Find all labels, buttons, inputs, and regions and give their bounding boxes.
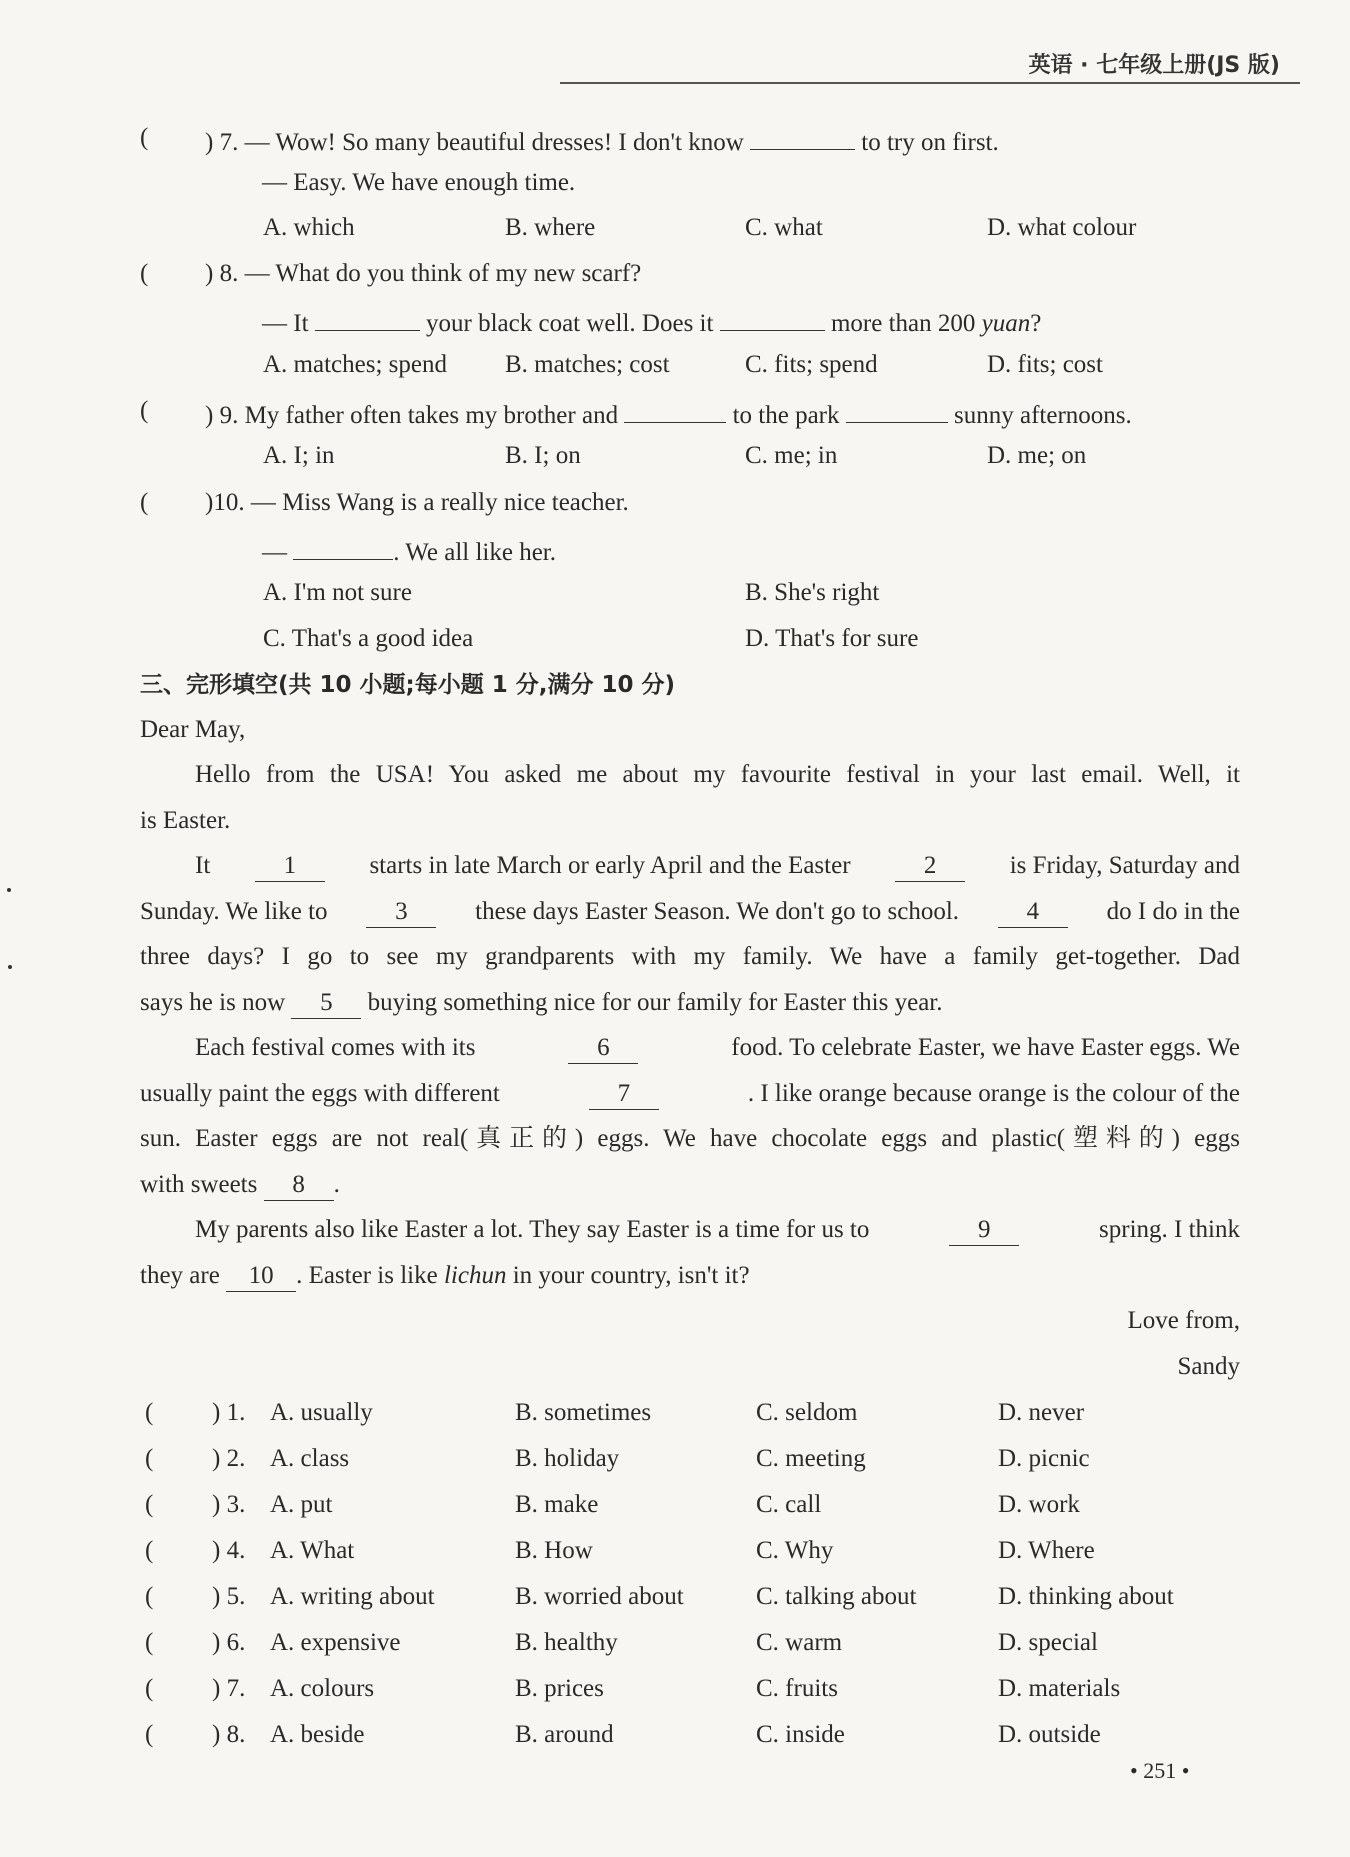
letter-line: three days? I go to see my grandparents with my family. We have a family get-together. Dad — [140, 943, 1240, 970]
cloze-option-a: A. writing about — [270, 1583, 435, 1610]
cloze-option-c: C. seldom — [756, 1399, 858, 1426]
letter-text: starts in late March or early April and the Easter — [369, 852, 851, 879]
option-c: C. what — [745, 214, 823, 241]
option-c: C. fits; spend — [745, 351, 878, 378]
reply-text: . We all like her. — [393, 539, 557, 566]
question-number: )10. — [205, 489, 245, 516]
cloze-option-b: B. worried about — [515, 1583, 684, 1610]
cloze-option-b: B. holiday — [515, 1445, 620, 1472]
letter-closing: Love from, — [1127, 1307, 1240, 1334]
option-d: D. what colour — [987, 214, 1137, 241]
option-d: D. fits; cost — [987, 351, 1103, 378]
cloze-blank: 4 — [998, 897, 1068, 928]
letter-text: My parents also like Easter a lot. They say Easter is a time for us to — [195, 1216, 870, 1243]
letter-line — [140, 988, 943, 1019]
answer-paren: ( — [145, 1583, 154, 1610]
answer-paren: ( — [145, 1445, 154, 1472]
cloze-blank: 1 — [255, 851, 325, 882]
cloze-option-c: C. fruits — [756, 1675, 838, 1702]
answer-blank — [624, 396, 726, 423]
question-reply: — Easy. We have enough time. — [262, 169, 576, 196]
reply-text: — — [262, 539, 287, 566]
letter-greeting: Dear May, — [140, 716, 246, 743]
cloze-option-b: B. healthy — [515, 1629, 618, 1656]
letter-line: is Easter. — [140, 807, 231, 834]
letter-signature: Sandy — [1177, 1353, 1240, 1380]
cloze-question-number: ) 4. — [212, 1537, 246, 1564]
letter-line — [140, 897, 1240, 928]
letter-text: do I do in the — [1106, 898, 1240, 925]
cloze-question-number: ) 5. — [212, 1583, 246, 1610]
cloze-option-a: A. put — [270, 1491, 333, 1518]
cloze-question-number: ) 8. — [212, 1721, 246, 1748]
reply-text: your black coat well. Does it — [426, 310, 714, 337]
question-stem: to try on first. — [861, 129, 999, 156]
cloze-option-d: D. work — [998, 1491, 1080, 1518]
question-number: ) 8. — [205, 260, 239, 287]
question-reply — [262, 304, 1041, 339]
question-stem: sunny afternoons. — [954, 402, 1132, 429]
question-stem: — What do you think of my new scarf? — [244, 260, 642, 287]
answer-paren: ( — [140, 124, 149, 151]
question-number: ) 9. — [205, 402, 239, 429]
letter-text: buying something nice for our family for Easter this year. — [367, 989, 943, 1016]
question-number: ) 7. — [205, 129, 239, 156]
letter-text: in your country, isn't it? — [512, 1262, 750, 1289]
option-d: D. me; on — [987, 442, 1087, 469]
cloze-option-b: B. sometimes — [515, 1399, 652, 1426]
cloze-option-d: D. materials — [998, 1675, 1121, 1702]
cloze-option-c: C. warm — [756, 1629, 843, 1656]
cloze-option-a: A. usually — [270, 1399, 373, 1426]
letter-text: spring. I think — [1099, 1216, 1240, 1243]
letter-text: usually paint the eggs with different — [140, 1080, 500, 1107]
question-7 — [205, 123, 999, 158]
option-b: B. where — [505, 214, 596, 241]
question-8 — [205, 259, 641, 289]
letter-text: Each festival comes with its — [195, 1034, 476, 1061]
cloze-option-b: B. make — [515, 1491, 599, 1518]
question-stem: My father often takes my brother and — [244, 402, 619, 429]
answer-paren: ( — [145, 1721, 154, 1748]
question-reply — [262, 533, 556, 568]
cloze-blank: 5 — [291, 988, 361, 1019]
question-stem: to the park — [732, 402, 840, 429]
letter-text: is Friday, Saturday and — [1009, 852, 1240, 879]
letter-line: Hello from the USA! You asked me about my favourite festival in your last email. Well, it — [195, 761, 1240, 788]
cloze-option-c: C. meeting — [756, 1445, 866, 1472]
cloze-option-a: A. colours — [270, 1675, 375, 1702]
letter-line: sun. Easter eggs are not real(真正的) eggs. We have chocolate eggs and plastic(塑料的) eggs — [140, 1125, 1240, 1152]
cloze-option-b: B. around — [515, 1721, 614, 1748]
cloze-blank: 10 — [226, 1261, 296, 1292]
letter-text: these days Easter Season. We don't go to school. — [475, 898, 960, 925]
letter-text: lichun — [443, 1262, 507, 1289]
answer-paren: ( — [140, 397, 149, 424]
option-a: A. which — [263, 214, 355, 241]
cloze-option-d: D. picnic — [998, 1445, 1090, 1472]
answer-paren: ( — [145, 1399, 154, 1426]
option-d: D. That's for sure — [745, 625, 919, 652]
cloze-question-number: ) 2. — [212, 1445, 246, 1472]
option-a: A. I'm not sure — [263, 579, 412, 606]
cloze-blank: 2 — [895, 851, 965, 882]
cloze-blank: 8 — [264, 1170, 334, 1201]
question-stem: — Miss Wang is a really nice teacher. — [250, 489, 629, 516]
header-rule — [560, 82, 1300, 84]
scan-mark — [7, 888, 11, 892]
question-stem: — Wow! So many beautiful dresses! I don't know — [244, 129, 744, 156]
section-title: 三、完形填空(共 10 小题;每小题 1 分,满分 10 分) — [140, 672, 676, 698]
answer-paren: ( — [140, 489, 149, 516]
question-9 — [205, 396, 1132, 431]
letter-text: . Easter is like — [296, 1262, 438, 1289]
reply-text: ? — [1030, 310, 1042, 337]
answer-paren: ( — [145, 1491, 154, 1518]
answer-blank — [720, 304, 825, 331]
cloze-blank: 6 — [568, 1033, 638, 1064]
letter-line — [140, 1261, 750, 1292]
letter-text: . I like orange because orange is the colour of the — [747, 1080, 1240, 1107]
scan-mark — [8, 965, 12, 969]
reply-text: more than 200 — [830, 310, 976, 337]
option-b: B. matches; cost — [505, 351, 670, 378]
cloze-question-number: ) 7. — [212, 1675, 246, 1702]
letter-text: It — [195, 852, 211, 879]
option-c: C. me; in — [745, 442, 838, 469]
cloze-blank: 7 — [589, 1079, 659, 1110]
letter-line — [195, 1033, 1240, 1064]
letter-line — [195, 1215, 1240, 1246]
cloze-option-c: C. talking about — [756, 1583, 917, 1610]
cloze-question-number: ) 6. — [212, 1629, 246, 1656]
cloze-option-a: A. beside — [270, 1721, 365, 1748]
cloze-option-c: C. call — [756, 1491, 822, 1518]
letter-line — [140, 1079, 1240, 1110]
cloze-question-number: ) 3. — [212, 1491, 246, 1518]
cloze-option-d: D. outside — [998, 1721, 1101, 1748]
letter-text: they are — [140, 1262, 220, 1289]
cloze-option-d: D. never — [998, 1399, 1085, 1426]
cloze-option-d: D. special — [998, 1629, 1098, 1656]
header-title: 英语 · 七年级上册(JS 版) — [1028, 53, 1280, 78]
cloze-option-d: D. thinking about — [998, 1583, 1174, 1610]
option-a: A. I; in — [263, 442, 335, 469]
answer-blank — [293, 533, 393, 560]
answer-paren: ( — [145, 1675, 154, 1702]
cloze-option-a: A. What — [270, 1537, 355, 1564]
option-c: C. That's a good idea — [263, 625, 474, 652]
letter-line — [195, 851, 1240, 882]
option-b: B. She's right — [745, 579, 880, 606]
cloze-option-d: D. Where — [998, 1537, 1095, 1564]
option-a: A. matches; spend — [263, 351, 447, 378]
cloze-option-b: B. prices — [515, 1675, 604, 1702]
cloze-option-b: B. How — [515, 1537, 593, 1564]
reply-text: yuan — [981, 310, 1031, 337]
cloze-blank: 9 — [949, 1215, 1019, 1246]
letter-text: food. To celebrate Easter, we have Easter eggs. We — [731, 1034, 1240, 1061]
letter-text: . — [333, 1171, 340, 1198]
answer-paren: ( — [145, 1537, 154, 1564]
letter-text: Sunday. We like to — [140, 898, 328, 925]
cloze-blank: 3 — [366, 897, 436, 928]
cloze-option-a: A. class — [270, 1445, 350, 1472]
letter-line — [140, 1170, 340, 1201]
cloze-option-a: A. expensive — [270, 1629, 401, 1656]
question-10 — [205, 488, 629, 518]
answer-paren: ( — [140, 260, 149, 287]
answer-paren: ( — [145, 1629, 154, 1656]
letter-text: with sweets — [140, 1171, 258, 1198]
answer-blank — [315, 304, 420, 331]
answer-blank — [846, 396, 948, 423]
letter-text: says he is now — [140, 989, 286, 1016]
cloze-option-c: C. inside — [756, 1721, 845, 1748]
option-b: B. I; on — [505, 442, 581, 469]
page-number: • 251 • — [1130, 1758, 1190, 1783]
cloze-option-c: C. Why — [756, 1537, 834, 1564]
answer-blank — [750, 123, 855, 150]
reply-text: — It — [262, 310, 309, 337]
cloze-question-number: ) 1. — [212, 1399, 246, 1426]
